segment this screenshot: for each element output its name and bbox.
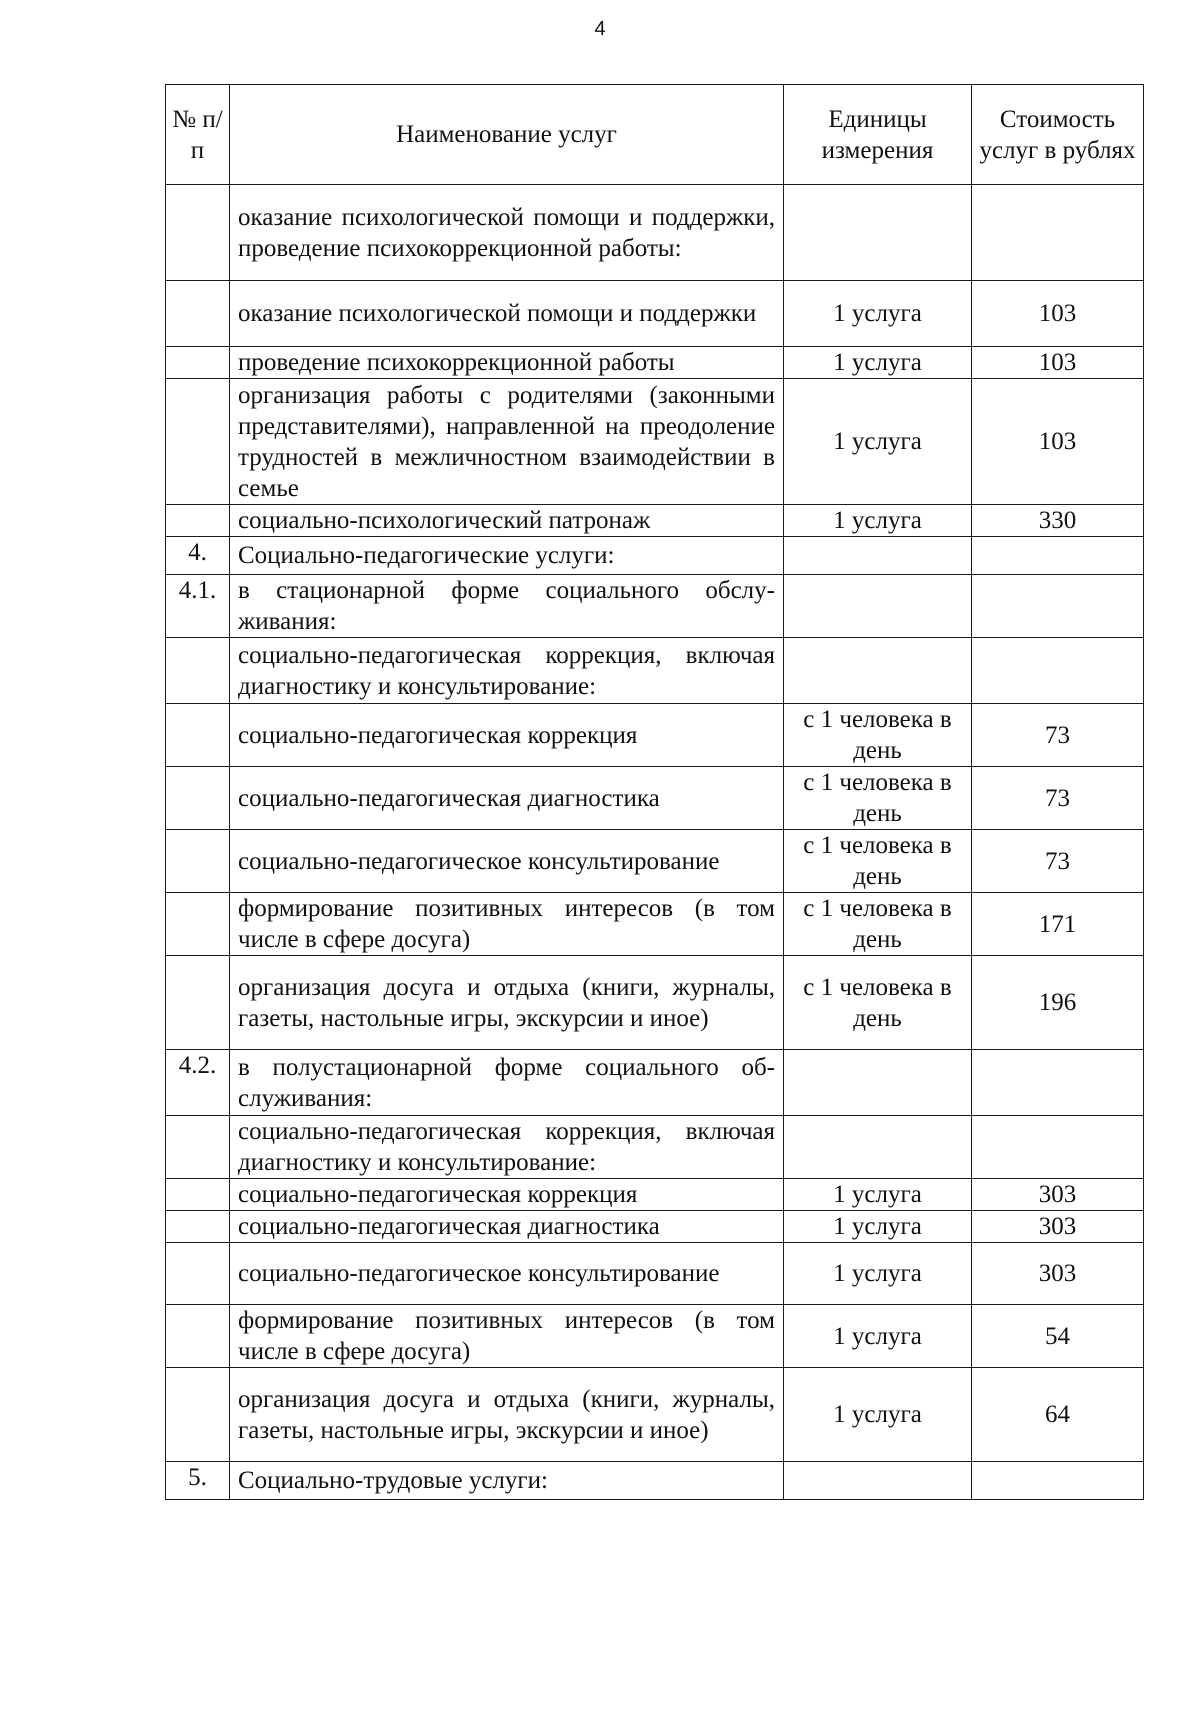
cell-unit: 1 услуга	[784, 1243, 972, 1305]
cell-name: социально-педагогическая диагностика	[230, 767, 784, 830]
cell-num	[166, 281, 230, 347]
cell-cost: 64	[972, 1368, 1144, 1462]
cell-cost	[972, 1050, 1144, 1116]
cell-unit	[784, 185, 972, 281]
cell-name: социально-психологический патронаж	[230, 505, 784, 537]
table-row	[166, 575, 1144, 638]
cell-num	[166, 1211, 230, 1243]
header-cost: Стоимость услуг в рублях	[972, 85, 1144, 185]
cell-unit: с 1 человека в день	[784, 704, 972, 767]
cell-unit: 1 услуга	[784, 379, 972, 505]
cell-name: организация досуга и отдыха (книги, журналы, газеты, настольные игры, экскурсии и иное)	[230, 1368, 784, 1462]
table-header-row	[166, 85, 1144, 185]
cell-unit	[784, 1462, 972, 1500]
table-row	[166, 1050, 1144, 1116]
cell-num	[166, 1305, 230, 1368]
page-number: 4	[594, 18, 606, 40]
cell-unit: с 1 человека в день	[784, 830, 972, 893]
cell-unit: с 1 человека в день	[784, 893, 972, 956]
cell-unit: с 1 человека в день	[784, 767, 972, 830]
cell-name: оказание психологической помощи и поддержки, проведение психокоррекционной работы:	[230, 185, 784, 281]
cell-num: 4.1.	[166, 575, 230, 638]
cell-unit	[784, 1116, 972, 1179]
cell-name: социально-педагогическая коррекция	[230, 704, 784, 767]
cell-unit: 1 услуга	[784, 1179, 972, 1211]
cell-name: формирование позитивных интересов (в том числе в сфере досуга)	[230, 893, 784, 956]
table-row	[166, 1305, 1144, 1368]
cell-cost: 330	[972, 505, 1144, 537]
cell-unit: 1 услуга	[784, 1211, 972, 1243]
cell-name: социально-педагогическая коррекция, включая диагностику и консультирование:	[230, 1116, 784, 1179]
cell-cost: 103	[972, 347, 1144, 379]
cell-num	[166, 347, 230, 379]
cell-cost	[972, 1116, 1144, 1179]
cell-cost: 54	[972, 1305, 1144, 1368]
cell-unit	[784, 575, 972, 638]
cell-cost: 303	[972, 1211, 1144, 1243]
cell-name: оказание психологической помощи и поддержки	[230, 281, 784, 347]
cell-name: формирование позитивных интересов (в том числе в сфере досуга)	[230, 1305, 784, 1368]
cell-num	[166, 767, 230, 830]
cell-unit	[784, 537, 972, 575]
table-row	[166, 893, 1144, 956]
table-row	[166, 956, 1144, 1050]
cell-num	[166, 1179, 230, 1211]
cell-cost: 103	[972, 281, 1144, 347]
cell-cost: 103	[972, 379, 1144, 505]
header-num: № п/п	[166, 85, 230, 185]
cell-name: социально-педагогическая диагностика	[230, 1211, 784, 1243]
cell-cost	[972, 575, 1144, 638]
cell-cost	[972, 638, 1144, 704]
cell-cost: 196	[972, 956, 1144, 1050]
cell-cost: 73	[972, 704, 1144, 767]
cell-cost	[972, 1462, 1144, 1500]
cell-name: социально-педагогическая коррекция	[230, 1179, 784, 1211]
table-row	[166, 1179, 1144, 1211]
table-row	[166, 379, 1144, 505]
cell-num	[166, 505, 230, 537]
cell-name: в полустационарной форме социального обслуживания:	[230, 1050, 784, 1116]
table-row	[166, 185, 1144, 281]
cell-name: социально-педагогическое консультирование	[230, 830, 784, 893]
cell-cost	[972, 185, 1144, 281]
header-unit: Единицы измерения	[784, 85, 972, 185]
cell-name: Социально-педагогические услуги:	[230, 537, 784, 575]
table-row	[166, 1462, 1144, 1500]
cell-unit	[784, 1050, 972, 1116]
cell-num: 5.	[166, 1462, 230, 1500]
table-row	[166, 505, 1144, 537]
cell-name: в стационарной форме социального обслуживания:	[230, 575, 784, 638]
cell-num: 4.2.	[166, 1050, 230, 1116]
table-row	[166, 537, 1144, 575]
cell-name: организация работы с родителями (законными представителями), направленной на преодоление трудностей в межличностном взаимодействии в семье	[230, 379, 784, 505]
table-body	[166, 185, 1144, 1500]
cell-num	[166, 1243, 230, 1305]
cell-unit: 1 услуга	[784, 1305, 972, 1368]
cell-num	[166, 704, 230, 767]
table-row	[166, 1211, 1144, 1243]
cell-unit: 1 услуга	[784, 505, 972, 537]
cell-cost: 303	[972, 1243, 1144, 1305]
table-row	[166, 281, 1144, 347]
table-row	[166, 347, 1144, 379]
cell-unit: 1 услуга	[784, 1368, 972, 1462]
cell-unit: с 1 человека в день	[784, 956, 972, 1050]
table-row	[166, 767, 1144, 830]
cell-name: социально-педагогическая коррекция, включая диагностику и консультирование:	[230, 638, 784, 704]
cell-num	[166, 893, 230, 956]
cell-name: социально-педагогическое консультирование	[230, 1243, 784, 1305]
cell-num	[166, 956, 230, 1050]
cell-cost: 171	[972, 893, 1144, 956]
cell-num	[166, 185, 230, 281]
cell-num	[166, 1368, 230, 1462]
cell-num	[166, 1116, 230, 1179]
cell-cost	[972, 537, 1144, 575]
cell-num	[166, 638, 230, 704]
services-price-table	[165, 84, 1144, 1500]
table-row	[166, 1116, 1144, 1179]
cell-cost: 73	[972, 767, 1144, 830]
cell-name: проведение психокоррекционной работы	[230, 347, 784, 379]
table-row	[166, 1368, 1144, 1462]
cell-unit	[784, 638, 972, 704]
cell-num	[166, 379, 230, 505]
cell-num	[166, 830, 230, 893]
table-row	[166, 638, 1144, 704]
cell-name: организация досуга и отдыха (книги, журналы, газеты, настольные игры, экскурсии и иное)	[230, 956, 784, 1050]
cell-unit: 1 услуга	[784, 281, 972, 347]
cell-num: 4.	[166, 537, 230, 575]
cell-unit: 1 услуга	[784, 347, 972, 379]
table-row	[166, 1243, 1144, 1305]
header-name: Наименование услуг	[230, 85, 784, 185]
table-row	[166, 830, 1144, 893]
cell-cost: 303	[972, 1179, 1144, 1211]
cell-name: Социально-трудовые услуги:	[230, 1462, 784, 1500]
table-row	[166, 704, 1144, 767]
cell-cost: 73	[972, 830, 1144, 893]
